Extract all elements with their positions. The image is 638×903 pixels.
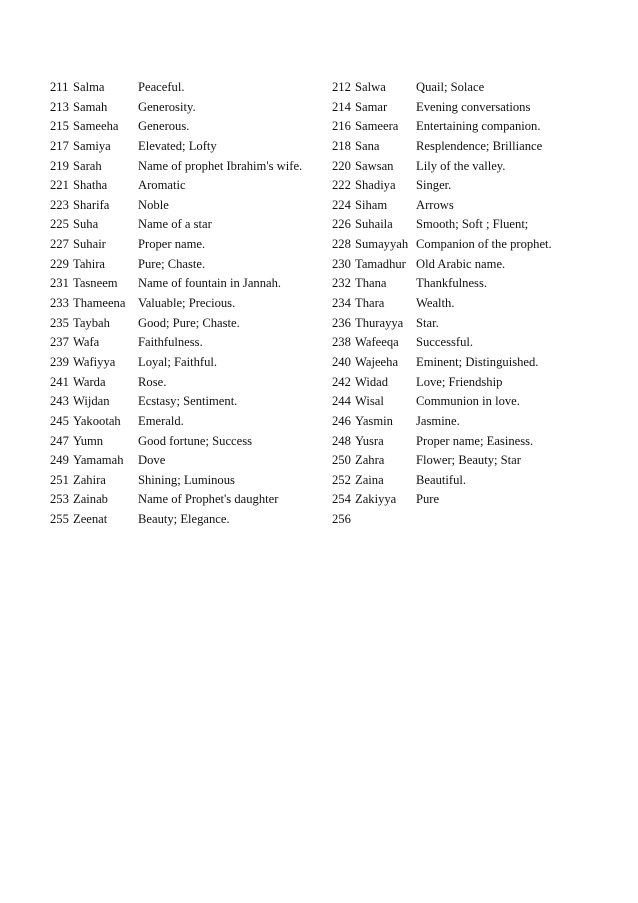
name-entry-row [332,333,612,353]
name-entry-row [50,333,328,353]
name-entry-row [332,432,612,452]
entry-number: 223 [50,197,69,212]
entry-number: 239 [50,354,69,369]
name-entry-row [332,117,612,137]
entry-number: 220 [332,158,351,173]
entry-number: 237 [50,335,69,350]
entry-meaning: Name of fountain in Jannah. [138,276,282,291]
entry-meaning: Successful. [416,335,474,350]
entry-number: 211 [50,80,69,94]
name-entry-row [332,137,612,157]
name-entry-row [50,215,328,235]
name-entry-row [50,373,328,393]
name-entry-row [50,353,328,373]
entry-name: Wijdan [73,394,110,409]
right-name-column [332,78,612,530]
name-entry-row [332,353,612,373]
name-entry-row [50,196,328,216]
name-entry-row [332,471,612,491]
entry-number: 256 [332,512,351,527]
entry-number: 217 [50,138,69,153]
entry-name: Yasmin [355,413,393,428]
entry-number: 252 [332,472,351,487]
name-entry-row [50,510,328,530]
entry-number: 235 [50,315,69,330]
entry-meaning: Eminent; Distinguished. [416,354,539,369]
entry-number: 236 [332,315,351,330]
entry-name: Yakootah [73,413,121,428]
entry-number: 231 [50,276,69,291]
entry-name: Samah [73,99,108,114]
name-entry-row [50,117,328,137]
entry-name: Suhair [73,237,106,252]
entry-number: 218 [332,138,351,153]
name-entry-row [332,176,612,196]
entry-number: 243 [50,394,69,409]
entry-meaning: Dove [138,453,166,468]
entry-name: Widad [355,374,389,389]
entry-meaning: Wealth. [416,296,455,311]
entry-number: 222 [332,178,351,193]
entry-name: Yusra [355,433,384,448]
entry-name: Thameena [73,296,126,311]
name-entry-row [332,78,612,98]
entry-number: 244 [332,394,351,409]
entry-meaning: Generosity. [138,99,196,114]
entry-name: Tamadhur [355,256,406,271]
entry-meaning: Pure [416,492,440,507]
entry-name: Sameeha [73,119,119,134]
entry-name: Shatha [73,178,108,193]
entry-name: Zakiyya [355,492,397,507]
entry-number: 219 [50,158,69,173]
entry-name: Taybah [73,315,110,330]
entry-name: Siham [355,197,388,212]
entry-meaning: Loyal; Faithful. [138,354,218,369]
entry-number: 225 [50,217,69,232]
entry-number: 215 [50,119,69,134]
entry-number: 255 [50,512,69,527]
entry-name: Warda [73,374,106,389]
name-entry-row [50,235,328,255]
entry-name: Suhaila [355,217,393,232]
name-entry-row [50,176,328,196]
entry-number: 224 [332,197,351,212]
name-entry-row [332,412,612,432]
name-entry-row [50,157,328,177]
entry-number: 212 [332,80,351,94]
entry-name: Thara [355,296,385,311]
entry-name: Wafeeqa [355,335,399,350]
entry-name: Sana [355,138,380,153]
entry-meaning: Name of prophet Ibrahim's wife. [138,158,303,173]
entry-name: Suha [73,217,99,232]
entry-meaning: Good fortune; Success [138,433,253,448]
entry-number: 229 [50,256,69,271]
entry-name: Sumayyah [355,237,409,252]
left-name-column [50,78,328,530]
entry-name: Wisal [355,394,384,409]
entry-meaning: Name of Prophet's daughter [138,492,279,507]
entry-meaning: Flower; Beauty; Star [416,453,521,468]
name-entry-row [50,490,328,510]
entry-meaning: Quail; Solace [416,80,485,94]
entry-number: 216 [332,119,351,134]
entry-name: Wafiyya [73,354,116,369]
entry-number: 240 [332,354,351,369]
name-entry-row [50,294,328,314]
entry-name: Sameera [355,119,399,134]
name-entry-row [50,255,328,275]
entry-name: Wajeeha [355,354,399,369]
entry-name: Tasneem [73,276,118,291]
entry-meaning: Old Arabic name. [416,256,506,271]
entry-number: 228 [332,237,351,252]
name-entry-row [50,314,328,334]
entry-number: 230 [332,256,351,271]
name-entry-row [50,392,328,412]
entry-meaning: Aromatic [138,178,186,193]
entry-name: Yamamah [73,453,124,468]
entry-meaning: Valuable; Precious. [138,296,236,311]
name-entry-row [332,373,612,393]
name-entry-row [332,294,612,314]
entry-name: Wafa [73,335,100,350]
entry-meaning: Shining; Luminous [138,472,235,487]
name-entry-row [332,490,612,510]
entry-name: Samiya [73,138,111,153]
entry-number: 227 [50,237,69,252]
entry-meaning: Lily of the valley. [416,158,506,173]
entry-meaning: Good; Pure; Chaste. [138,315,240,330]
name-entry-row [332,157,612,177]
entry-name: Tahira [73,256,105,271]
entry-name: Zahira [73,472,106,487]
entry-name: Salma [73,80,105,94]
entry-meaning: Resplendence; Brilliance [416,138,543,153]
entry-number: 232 [332,276,351,291]
entry-number: 242 [332,374,351,389]
name-entry-row [50,451,328,471]
entry-number: 253 [50,492,69,507]
entry-name: Samar [355,99,388,114]
name-entry-row [332,215,612,235]
entry-meaning: Faithfulness. [138,335,203,350]
entry-meaning: Elevated; Lofty [138,138,217,153]
entry-meaning: Entertaining companion. [416,119,541,134]
entry-name: Sharifa [73,197,110,212]
name-entry-row [50,98,328,118]
entry-meaning: Thankfulness. [416,276,487,291]
entry-number: 251 [50,472,69,487]
entry-meaning: Proper name; Easiness. [416,433,534,448]
entry-number: 234 [332,296,351,311]
name-entry-row [332,314,612,334]
entry-name: Zeenat [73,512,108,527]
name-entry-row [332,510,612,530]
entry-meaning: Companion of the prophet. [416,237,552,252]
entry-meaning: Evening conversations [416,99,531,114]
name-entry-row [332,196,612,216]
entry-number: 241 [50,374,69,389]
name-entry-row [332,98,612,118]
entry-meaning: Communion in love. [416,394,520,409]
entry-name: Zahra [355,453,385,468]
entry-number: 233 [50,296,69,311]
entry-meaning: Noble [138,197,169,212]
name-entry-row [50,412,328,432]
entry-meaning: Arrows [416,197,454,212]
name-entry-row [332,235,612,255]
entry-name: Zaina [355,472,384,487]
name-entry-row [50,432,328,452]
entry-name: Sarah [73,158,102,173]
entry-meaning: Generous. [138,119,190,134]
entry-name: Thana [355,276,387,291]
entry-number: 213 [50,99,69,114]
entry-number: 221 [50,178,69,193]
entry-meaning: Love; Friendship [416,374,503,389]
name-entry-row [332,274,612,294]
entry-meaning: Proper name. [138,237,206,252]
entry-number: 250 [332,453,351,468]
entry-meaning: Emerald. [138,413,184,428]
entry-name: Sawsan [355,158,394,173]
name-entry-row [332,255,612,275]
entry-meaning: Smooth; Soft ; Fluent; [416,217,529,232]
entry-number: 238 [332,335,351,350]
entry-meaning: Jasmine. [416,413,460,428]
entry-name: Zainab [73,492,108,507]
entry-number: 247 [50,433,69,448]
entry-meaning: Pure; Chaste. [138,256,206,271]
entry-meaning: Name of a star [138,217,212,232]
entry-number: 254 [332,492,351,507]
entry-number: 226 [332,217,351,232]
entry-name: Yumn [73,433,104,448]
name-entry-row [332,392,612,412]
entry-name: Salwa [355,80,386,94]
entry-meaning: Peaceful. [138,80,185,94]
entry-number: 248 [332,433,351,448]
name-entry-row [50,78,328,98]
entry-meaning: Singer. [416,178,452,193]
entry-number: 249 [50,453,69,468]
name-entry-row [332,451,612,471]
entry-meaning: Ecstasy; Sentiment. [138,394,238,409]
entry-name: Shadiya [355,178,396,193]
entry-number: 245 [50,413,69,428]
name-entry-row [50,471,328,491]
entry-meaning: Beauty; Elegance. [138,512,230,527]
entry-meaning: Beautiful. [416,472,467,487]
entry-name: Thurayya [355,315,404,330]
entry-meaning: Star. [416,315,439,330]
entry-number: 214 [332,99,351,114]
entry-number: 246 [332,413,351,428]
entry-meaning: Rose. [138,374,167,389]
name-entry-row [50,274,328,294]
name-entry-row [50,137,328,157]
